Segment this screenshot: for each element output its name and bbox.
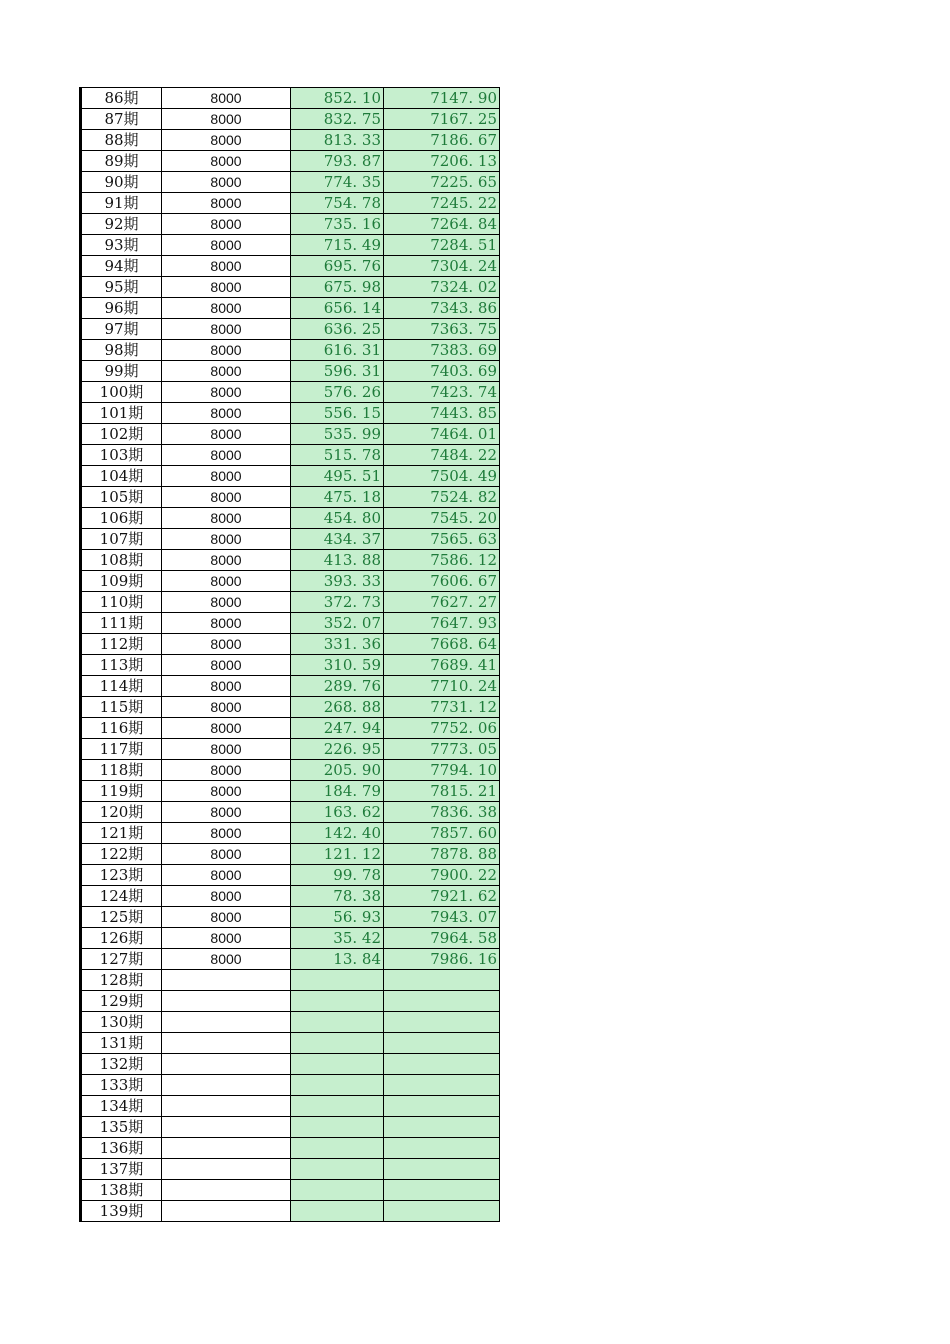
payment-cell[interactable]: 8000 — [162, 277, 291, 298]
payment-cell[interactable]: 8000 — [162, 529, 291, 550]
interest-cell[interactable] — [291, 1054, 384, 1075]
period-cell[interactable]: 136期 — [81, 1138, 162, 1159]
interest-cell[interactable] — [291, 991, 384, 1012]
interest-cell[interactable]: 142. 40 — [291, 823, 384, 844]
principal-cell[interactable]: 7167. 25 — [384, 109, 500, 130]
period-cell[interactable]: 114期 — [81, 676, 162, 697]
table-row — [81, 319, 500, 340]
period-cell[interactable]: 124期 — [81, 886, 162, 907]
table-row — [81, 487, 500, 508]
payment-cell[interactable]: 8000 — [162, 340, 291, 361]
interest-cell[interactable]: 475. 18 — [291, 487, 384, 508]
period-cell[interactable]: 93期 — [81, 235, 162, 256]
principal-cell[interactable] — [384, 1159, 500, 1180]
period-cell[interactable]: 128期 — [81, 970, 162, 991]
table-row — [81, 88, 500, 109]
table-row — [81, 865, 500, 886]
period-cell[interactable]: 87期 — [81, 109, 162, 130]
table-row — [81, 1138, 500, 1159]
period-cell[interactable]: 101期 — [81, 403, 162, 424]
period-cell[interactable]: 132期 — [81, 1054, 162, 1075]
interest-cell[interactable] — [291, 1138, 384, 1159]
payment-cell[interactable] — [162, 1075, 291, 1096]
payment-cell[interactable] — [162, 991, 291, 1012]
payment-cell[interactable]: 8000 — [162, 256, 291, 277]
interest-cell[interactable]: 99. 78 — [291, 865, 384, 886]
period-cell[interactable]: 135期 — [81, 1117, 162, 1138]
principal-cell[interactable]: 7284. 51 — [384, 235, 500, 256]
table-row — [81, 655, 500, 676]
principal-cell[interactable]: 7186. 67 — [384, 130, 500, 151]
principal-cell[interactable]: 7986. 16 — [384, 949, 500, 970]
payment-cell[interactable]: 8000 — [162, 886, 291, 907]
payment-cell[interactable]: 8000 — [162, 403, 291, 424]
principal-cell[interactable] — [384, 970, 500, 991]
payment-cell[interactable]: 8000 — [162, 214, 291, 235]
interest-cell[interactable]: 331. 36 — [291, 634, 384, 655]
table-row — [81, 718, 500, 739]
period-cell[interactable]: 110期 — [81, 592, 162, 613]
payment-cell[interactable]: 8000 — [162, 109, 291, 130]
interest-cell[interactable]: 163. 62 — [291, 802, 384, 823]
payment-cell[interactable]: 8000 — [162, 739, 291, 760]
principal-cell[interactable]: 7647. 93 — [384, 613, 500, 634]
principal-cell[interactable]: 7225. 65 — [384, 172, 500, 193]
interest-cell[interactable]: 675. 98 — [291, 277, 384, 298]
table-row — [81, 298, 500, 319]
table-row — [81, 991, 500, 1012]
period-cell[interactable]: 130期 — [81, 1012, 162, 1033]
payment-cell[interactable] — [162, 1180, 291, 1201]
principal-cell[interactable]: 7878. 88 — [384, 844, 500, 865]
payment-cell[interactable]: 8000 — [162, 760, 291, 781]
payment-cell[interactable] — [162, 1138, 291, 1159]
principal-cell[interactable] — [384, 1012, 500, 1033]
table-row — [81, 1033, 500, 1054]
interest-cell[interactable]: 78. 38 — [291, 886, 384, 907]
payment-cell[interactable] — [162, 1033, 291, 1054]
payment-cell[interactable]: 8000 — [162, 235, 291, 256]
table-row — [81, 802, 500, 823]
period-cell[interactable]: 117期 — [81, 739, 162, 760]
interest-cell[interactable]: 184. 79 — [291, 781, 384, 802]
table-row — [81, 445, 500, 466]
interest-cell[interactable]: 576. 26 — [291, 382, 384, 403]
interest-cell[interactable] — [291, 970, 384, 991]
table-row — [81, 361, 500, 382]
table-row — [81, 109, 500, 130]
payment-cell[interactable]: 8000 — [162, 298, 291, 319]
principal-cell[interactable]: 7245. 22 — [384, 193, 500, 214]
principal-cell[interactable]: 7264. 84 — [384, 214, 500, 235]
interest-cell[interactable] — [291, 1180, 384, 1201]
table-row — [81, 592, 500, 613]
table-row — [81, 928, 500, 949]
interest-cell[interactable]: 735. 16 — [291, 214, 384, 235]
payment-cell[interactable]: 8000 — [162, 802, 291, 823]
payment-cell[interactable] — [162, 1096, 291, 1117]
table-row — [81, 676, 500, 697]
table-row — [81, 256, 500, 277]
period-cell[interactable]: 106期 — [81, 508, 162, 529]
period-cell[interactable]: 119期 — [81, 781, 162, 802]
principal-cell[interactable]: 7443. 85 — [384, 403, 500, 424]
period-cell[interactable]: 120期 — [81, 802, 162, 823]
principal-cell[interactable] — [384, 991, 500, 1012]
period-cell[interactable]: 97期 — [81, 319, 162, 340]
period-cell[interactable]: 116期 — [81, 718, 162, 739]
table-row — [81, 634, 500, 655]
interest-cell[interactable]: 695. 76 — [291, 256, 384, 277]
period-cell[interactable]: 125期 — [81, 907, 162, 928]
table-row — [81, 970, 500, 991]
interest-cell[interactable]: 515. 78 — [291, 445, 384, 466]
principal-cell[interactable]: 7710. 24 — [384, 676, 500, 697]
table-row — [81, 382, 500, 403]
payment-cell[interactable]: 8000 — [162, 865, 291, 886]
period-cell[interactable]: 126期 — [81, 928, 162, 949]
period-cell[interactable]: 121期 — [81, 823, 162, 844]
interest-cell[interactable] — [291, 1075, 384, 1096]
principal-cell[interactable]: 7689. 41 — [384, 655, 500, 676]
principal-cell[interactable]: 7464. 01 — [384, 424, 500, 445]
payment-cell[interactable] — [162, 970, 291, 991]
table-row — [81, 739, 500, 760]
table-row — [81, 172, 500, 193]
principal-cell[interactable]: 7964. 58 — [384, 928, 500, 949]
payment-cell[interactable]: 8000 — [162, 634, 291, 655]
interest-cell[interactable]: 434. 37 — [291, 529, 384, 550]
principal-cell[interactable]: 7565. 63 — [384, 529, 500, 550]
period-cell[interactable]: 139期 — [81, 1201, 162, 1222]
period-cell[interactable]: 138期 — [81, 1180, 162, 1201]
period-cell[interactable]: 115期 — [81, 697, 162, 718]
principal-cell[interactable]: 7773. 05 — [384, 739, 500, 760]
period-cell[interactable]: 131期 — [81, 1033, 162, 1054]
interest-cell[interactable]: 715. 49 — [291, 235, 384, 256]
payment-cell[interactable]: 8000 — [162, 508, 291, 529]
period-cell[interactable]: 109期 — [81, 571, 162, 592]
payment-cell[interactable]: 8000 — [162, 193, 291, 214]
payment-cell[interactable] — [162, 1117, 291, 1138]
period-cell[interactable]: 112期 — [81, 634, 162, 655]
period-cell[interactable]: 134期 — [81, 1096, 162, 1117]
period-cell[interactable]: 96期 — [81, 298, 162, 319]
principal-cell[interactable]: 7606. 67 — [384, 571, 500, 592]
interest-cell[interactable]: 454. 80 — [291, 508, 384, 529]
principal-cell[interactable]: 7423. 74 — [384, 382, 500, 403]
payment-cell[interactable]: 8000 — [162, 781, 291, 802]
principal-cell[interactable]: 7815. 21 — [384, 781, 500, 802]
period-cell[interactable]: 95期 — [81, 277, 162, 298]
payment-cell[interactable]: 8000 — [162, 172, 291, 193]
period-cell[interactable]: 103期 — [81, 445, 162, 466]
payment-cell[interactable] — [162, 1201, 291, 1222]
interest-cell[interactable]: 13. 84 — [291, 949, 384, 970]
period-cell[interactable]: 86期 — [81, 88, 162, 109]
interest-cell[interactable]: 832. 75 — [291, 109, 384, 130]
payment-cell[interactable] — [162, 1054, 291, 1075]
principal-cell[interactable]: 7363. 75 — [384, 319, 500, 340]
table-row — [81, 340, 500, 361]
payment-cell[interactable]: 8000 — [162, 949, 291, 970]
period-cell[interactable]: 111期 — [81, 613, 162, 634]
interest-cell[interactable]: 754. 78 — [291, 193, 384, 214]
period-cell[interactable]: 107期 — [81, 529, 162, 550]
interest-cell[interactable]: 247. 94 — [291, 718, 384, 739]
table-row — [81, 1075, 500, 1096]
principal-cell[interactable]: 7383. 69 — [384, 340, 500, 361]
table-row — [81, 1054, 500, 1075]
payment-cell[interactable]: 8000 — [162, 466, 291, 487]
period-cell[interactable]: 113期 — [81, 655, 162, 676]
period-cell[interactable]: 123期 — [81, 865, 162, 886]
interest-cell[interactable] — [291, 1033, 384, 1054]
payment-cell[interactable]: 8000 — [162, 718, 291, 739]
payment-cell[interactable]: 8000 — [162, 130, 291, 151]
table-row — [81, 571, 500, 592]
principal-cell[interactable] — [384, 1138, 500, 1159]
payment-schedule-body — [81, 88, 500, 1222]
principal-cell[interactable] — [384, 1033, 500, 1054]
payment-cell[interactable]: 8000 — [162, 592, 291, 613]
table-row — [81, 403, 500, 424]
principal-cell[interactable]: 7545. 20 — [384, 508, 500, 529]
table-row — [81, 466, 500, 487]
principal-cell[interactable]: 7668. 64 — [384, 634, 500, 655]
interest-cell[interactable]: 813. 33 — [291, 130, 384, 151]
interest-cell[interactable]: 495. 51 — [291, 466, 384, 487]
table-row — [81, 886, 500, 907]
table-row — [81, 130, 500, 151]
payment-cell[interactable]: 8000 — [162, 151, 291, 172]
table-row — [81, 907, 500, 928]
interest-cell[interactable]: 852. 10 — [291, 88, 384, 109]
period-cell[interactable]: 98期 — [81, 340, 162, 361]
principal-cell[interactable]: 7900. 22 — [384, 865, 500, 886]
principal-cell[interactable]: 7324. 02 — [384, 277, 500, 298]
interest-cell[interactable]: 413. 88 — [291, 550, 384, 571]
interest-cell[interactable]: 616. 31 — [291, 340, 384, 361]
payment-cell[interactable]: 8000 — [162, 907, 291, 928]
table-row — [81, 1159, 500, 1180]
principal-cell[interactable]: 7731. 12 — [384, 697, 500, 718]
table-row — [81, 529, 500, 550]
payment-cell[interactable]: 8000 — [162, 613, 291, 634]
period-cell[interactable]: 127期 — [81, 949, 162, 970]
period-cell[interactable]: 129期 — [81, 991, 162, 1012]
table-row — [81, 1096, 500, 1117]
table-row — [81, 613, 500, 634]
interest-cell[interactable] — [291, 1201, 384, 1222]
interest-cell[interactable]: 535. 99 — [291, 424, 384, 445]
interest-cell[interactable] — [291, 1096, 384, 1117]
payment-cell[interactable]: 8000 — [162, 88, 291, 109]
table-row — [81, 550, 500, 571]
principal-cell[interactable]: 7304. 24 — [384, 256, 500, 277]
interest-cell[interactable] — [291, 1117, 384, 1138]
principal-cell[interactable]: 7343. 86 — [384, 298, 500, 319]
period-cell[interactable]: 105期 — [81, 487, 162, 508]
interest-cell[interactable]: 310. 59 — [291, 655, 384, 676]
principal-cell[interactable]: 7147. 90 — [384, 88, 500, 109]
payment-cell[interactable]: 8000 — [162, 424, 291, 445]
interest-cell[interactable]: 35. 42 — [291, 928, 384, 949]
principal-cell[interactable]: 7627. 27 — [384, 592, 500, 613]
payment-cell[interactable]: 8000 — [162, 928, 291, 949]
principal-cell[interactable]: 7836. 38 — [384, 802, 500, 823]
period-cell[interactable]: 90期 — [81, 172, 162, 193]
principal-cell[interactable]: 7524. 82 — [384, 487, 500, 508]
table-row — [81, 949, 500, 970]
payment-cell[interactable]: 8000 — [162, 823, 291, 844]
principal-cell[interactable]: 7206. 13 — [384, 151, 500, 172]
payment-cell[interactable]: 8000 — [162, 487, 291, 508]
payment-cell[interactable]: 8000 — [162, 319, 291, 340]
principal-cell[interactable]: 7752. 06 — [384, 718, 500, 739]
table-row — [81, 277, 500, 298]
period-cell[interactable]: 104期 — [81, 466, 162, 487]
table-row — [81, 424, 500, 445]
principal-cell[interactable] — [384, 1180, 500, 1201]
payment-cell[interactable]: 8000 — [162, 445, 291, 466]
principal-cell[interactable]: 7403. 69 — [384, 361, 500, 382]
interest-cell[interactable]: 636. 25 — [291, 319, 384, 340]
interest-cell[interactable] — [291, 1012, 384, 1033]
period-cell[interactable]: 89期 — [81, 151, 162, 172]
principal-cell[interactable] — [384, 1117, 500, 1138]
period-cell[interactable]: 102期 — [81, 424, 162, 445]
interest-cell[interactable]: 793. 87 — [291, 151, 384, 172]
principal-cell[interactable]: 7484. 22 — [384, 445, 500, 466]
interest-cell[interactable]: 372. 73 — [291, 592, 384, 613]
period-cell[interactable]: 94期 — [81, 256, 162, 277]
table-row — [81, 823, 500, 844]
table-row — [81, 844, 500, 865]
table-row — [81, 781, 500, 802]
principal-cell[interactable] — [384, 1201, 500, 1222]
table-row — [81, 1012, 500, 1033]
payment-cell[interactable]: 8000 — [162, 676, 291, 697]
period-cell[interactable]: 133期 — [81, 1075, 162, 1096]
interest-cell[interactable]: 556. 15 — [291, 403, 384, 424]
principal-cell[interactable]: 7857. 60 — [384, 823, 500, 844]
period-cell[interactable]: 108期 — [81, 550, 162, 571]
interest-cell[interactable]: 121. 12 — [291, 844, 384, 865]
principal-cell[interactable] — [384, 1075, 500, 1096]
period-cell[interactable]: 91期 — [81, 193, 162, 214]
payment-cell[interactable]: 8000 — [162, 361, 291, 382]
payment-cell[interactable] — [162, 1012, 291, 1033]
table-row — [81, 193, 500, 214]
table-row — [81, 1117, 500, 1138]
interest-cell[interactable] — [291, 1159, 384, 1180]
payment-cell[interactable]: 8000 — [162, 697, 291, 718]
principal-cell[interactable] — [384, 1096, 500, 1117]
period-cell[interactable]: 118期 — [81, 760, 162, 781]
interest-cell[interactable]: 774. 35 — [291, 172, 384, 193]
table-row — [81, 214, 500, 235]
principal-cell[interactable] — [384, 1054, 500, 1075]
interest-cell[interactable]: 56. 93 — [291, 907, 384, 928]
interest-cell[interactable]: 393. 33 — [291, 571, 384, 592]
payment-cell[interactable]: 8000 — [162, 550, 291, 571]
period-cell[interactable]: 100期 — [81, 382, 162, 403]
payment-cell[interactable]: 8000 — [162, 844, 291, 865]
interest-cell[interactable]: 226. 95 — [291, 739, 384, 760]
principal-cell[interactable]: 7504. 49 — [384, 466, 500, 487]
table-row — [81, 508, 500, 529]
period-cell[interactable]: 92期 — [81, 214, 162, 235]
table-row — [81, 1180, 500, 1201]
payment-cell[interactable]: 8000 — [162, 382, 291, 403]
payment-schedule-table — [79, 87, 500, 1222]
principal-cell[interactable]: 7943. 07 — [384, 907, 500, 928]
interest-cell[interactable]: 289. 76 — [291, 676, 384, 697]
period-cell[interactable]: 88期 — [81, 130, 162, 151]
payment-cell[interactable]: 8000 — [162, 655, 291, 676]
table-row — [81, 151, 500, 172]
table-row — [81, 1201, 500, 1222]
principal-cell[interactable]: 7794. 10 — [384, 760, 500, 781]
principal-cell[interactable]: 7586. 12 — [384, 550, 500, 571]
interest-cell[interactable]: 352. 07 — [291, 613, 384, 634]
table-row — [81, 235, 500, 256]
payment-cell[interactable] — [162, 1159, 291, 1180]
principal-cell[interactable]: 7921. 62 — [384, 886, 500, 907]
interest-cell[interactable]: 205. 90 — [291, 760, 384, 781]
table-row — [81, 697, 500, 718]
interest-cell[interactable]: 268. 88 — [291, 697, 384, 718]
interest-cell[interactable]: 596. 31 — [291, 361, 384, 382]
table-row — [81, 760, 500, 781]
payment-cell[interactable]: 8000 — [162, 571, 291, 592]
period-cell[interactable]: 137期 — [81, 1159, 162, 1180]
interest-cell[interactable]: 656. 14 — [291, 298, 384, 319]
period-cell[interactable]: 99期 — [81, 361, 162, 382]
period-cell[interactable]: 122期 — [81, 844, 162, 865]
